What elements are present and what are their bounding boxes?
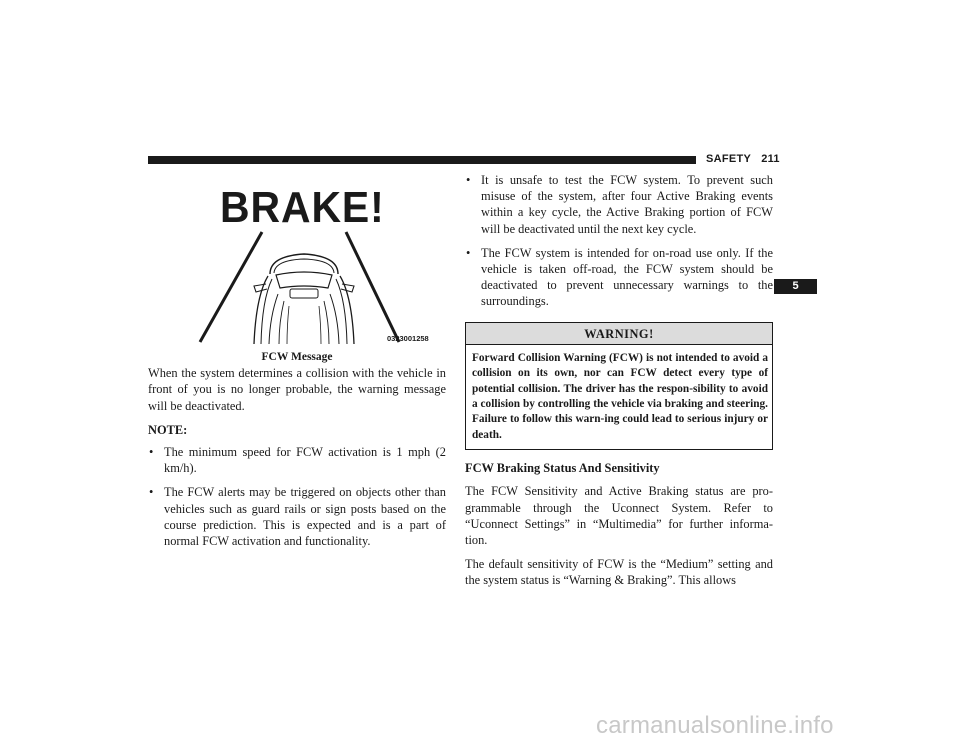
list-item [148,444,446,476]
warning-text: Forward Collision Warning (FCW) is not intended to avoid a collision on its own, nor can FCW detect every type of potential collision. The driver has the respon-sibility to avoid a collision by controlling the vehicle via braking and steering. Failure to follow this warn-ing could lead to serious injury or death. [472,351,768,441]
bullet-glyph: • [149,485,154,500]
fcw-message-figure [148,176,446,348]
list-item-text: The FCW system is intended for on-road use only. If the vehicle is taken off-road, the FCW system should be deactivated to prevent unnecessary warnings to the surroundings. [481,245,773,309]
body-paragraph: The FCW Sensitivity and Active Braking status are pro-grammable through the Uconnect System. Refer to “Uconnect Settings” in “Multimedia” for further informa-tion. [465,484,773,548]
list-item-text: The minimum speed for FCW activation is 1 mph (2 km/h). [164,445,446,476]
bullet-glyph: • [466,245,471,260]
warning-title: WARNING! [466,323,772,345]
header-section: SAFETY [706,153,752,165]
fcw-bullet-list [465,172,773,310]
bullet-glyph: • [149,445,154,460]
warning-box [465,322,773,451]
note-label: NOTE: [148,422,188,437]
watermark: carmanualsonline.info [596,712,834,739]
header-rule [148,156,696,164]
brake-overlay-text: BRAKE! [220,183,385,232]
left-column [148,176,446,557]
list-item [148,484,446,549]
bullet-glyph: • [466,173,471,187]
note-bullet-list [148,444,446,549]
right-column [465,172,773,597]
list-item-text: The FCW alerts may be triggered on objects other than vehicles such as guard rails or sign posts based on the course prediction. This is expected and is a part of normal FCW activation and functionality. [164,485,446,549]
body-paragraph: The default sensitivity of FCW is the “Medium” setting and the system status is “Warning & Braking”. This allows [465,557,773,588]
running-header [706,153,780,165]
body-paragraph: When the system determines a collision with the vehicle in front of you is no longer probable, the warning message will be deactivated. [148,366,446,413]
chapter-tab: 5 [774,279,817,294]
section-subheading: FCW Braking Status And Sensitivity [465,461,660,476]
page-number: 211 [761,153,780,165]
list-item-text: It is unsafe to test the FCW system. To prevent such misuse of the system, after four Active Braking events within a key cycle, the Active Braking portion of FCW will be deactivated until the next key cycle. [481,173,773,236]
list-item [465,172,773,237]
figure-caption: FCW Message [261,351,333,363]
image-code: 0323001258 [387,334,429,343]
list-item [465,245,773,310]
